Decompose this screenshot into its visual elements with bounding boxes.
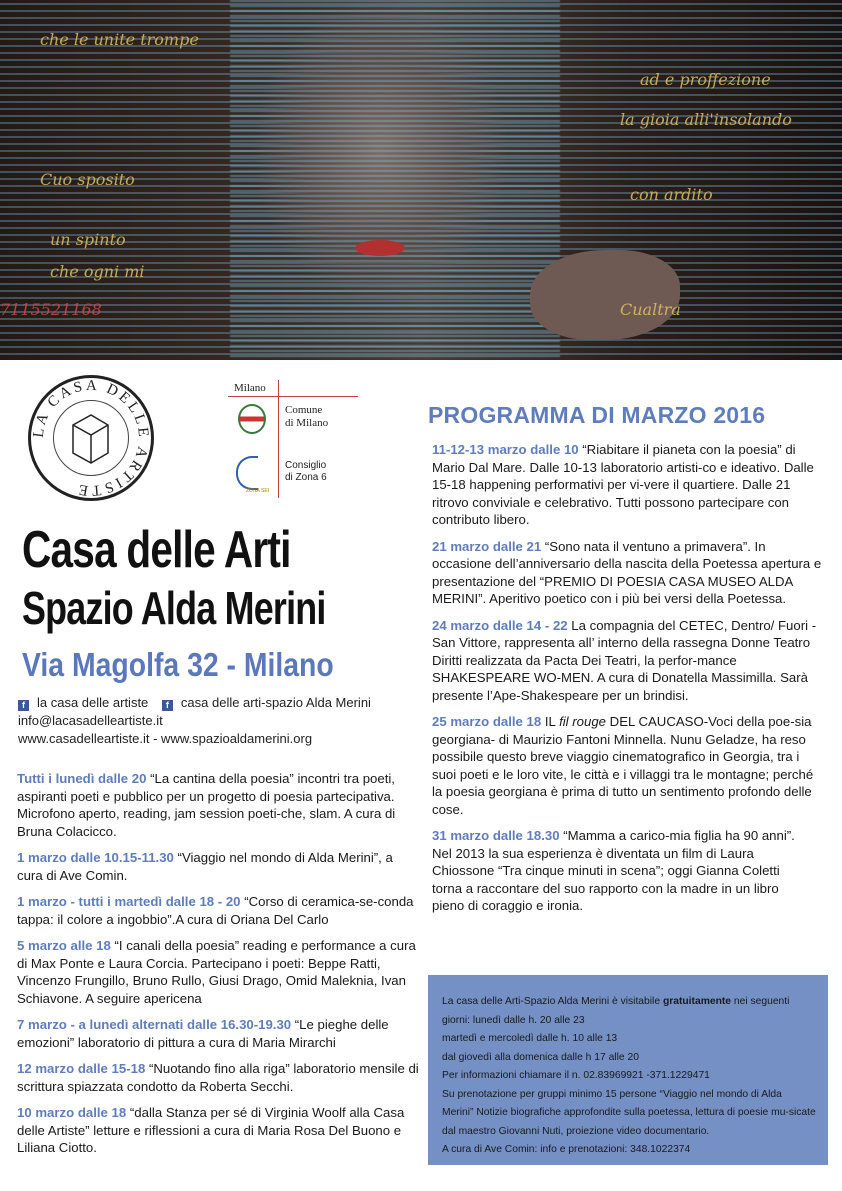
right-events-column [432,441,832,915]
facebook-link-1[interactable]: la casa delle artiste [37,695,149,710]
info-booking: A cura di Ave Comin: info e prenotazioni: 348.1022374 [442,1144,691,1155]
divider [278,380,279,498]
facebook-icon: f [162,700,173,711]
facebook-icon: f [18,700,29,711]
event-item: 25 marzo dalle 18 IL fil rouge DEL CAUCASO-Voci della poe-sia georgiana- di Maurizio Fantoni Minnella. Nunu Geladze, ha reso possibile questo breve viaggio cinematografico in Georgia, tra i suoi poeti e le loro vite, le città e i villaggi tra le montagne; perché la poesia georgiana è prima di tutto un sentimento profondo delle cose. [432,714,814,817]
info-line: giorni: lunedì dalle h. 20 alle 23 [442,1014,585,1026]
event-item: 24 marzo dalle 14 - 22 La compagnia del CETEC, Dentro/ Fuori - San Vittore, rappresenta all’ interno della rassegna Donne Teatro Diritti realizzata da Pacta Dei Teatri, la perfor-mance SHAKESPEARE WO-MEN. A cura di Donatella Massimilla. Sarà presente l’Ape-Shakespeare per un brindisi. [432,617,817,703]
photo-blue-streaks [230,0,560,360]
event-item: Tutti i lunedì dalle 20 “La cantina della poesia” incontri tra poeti, aspiranti poeti e pubblico per un progetto di poesia partecipativa. Microfono aperto, reading, jam session poeti-che, slam. A cura di Bruna Colacicco. [17,771,396,839]
website-links[interactable]: www.casadelleartiste.it - www.spazioaldamerini.org [18,731,313,746]
event-item: 11-12-13 marzo dalle 10 “Riabitare il pianeta con la poesia” di Mario Dal Mare. Dalle 10-13 laboratorio artisti-co e ideativo. Dalle 15-18 happening performativi per vi-vere il quartiere. Dalle 21 ritrovo conviviale e celebrativo. Tutti possono partecipare con contributo libero. [432,442,814,527]
left-events-column [17,770,422,1157]
svg-text:LA CASA DELLE ARTISTE: LA CASA DELLE ARTISTE [30,377,152,499]
title-casa-delle-arti: Casa delle Arti [22,521,291,579]
event-item: 1 marzo dalle 10.15-11.30 “Viaggio nel mondo di Alda Merini”, a cura di Ave Comin. [17,850,393,883]
casa-artiste-logo [28,375,154,501]
zona-mark: ZONA SEI [246,488,270,494]
event-item: 12 marzo dalle 15-18 “Nuotando fino alla riga” laboratorio mensile di scrittura spiazzata condotto da Roberta Secchi. [17,1061,419,1094]
event-item: 10 marzo dalle 18 “dalla Stanza per sé di Virginia Woolf alla Casa delle Artiste” letture e riflessioni a cura di Maria Rosa Del Buono e Liliana Ciotto. [17,1105,405,1155]
programma-title: PROGRAMMA DI MARZO 2016 [428,402,766,428]
event-item: 5 marzo alle 18 “I canali della poesia” reading e performance a cura di Max Ponte e Laura Corcia. Partecipano i poeti: Beppe Ratti, Vincenzo Frungillo, Bruno Rullo, Giusi Drago, Omid Maleknia, Ivan Schiavone. A seguire apericena [17,938,416,1006]
photo-script: ad e proffezione [640,70,771,89]
event-item: 31 marzo dalle 18.30 “Mamma a carico-mia figlia ha 90 anni”. Nel 2013 la sua esperienza è diventata un film di Laura Chiossone “Tra cinque minuti in scena”; oggi Gianna Coletti torna a raccontare del suo rapporto con la madre in un libro pieno di coraggio e ironia. [432,828,795,913]
photo-hand [530,250,680,340]
address: Via Magolfa 32 - Milano [22,646,334,683]
facebook-link-2[interactable]: casa delle arti-spazio Alda Merini [180,695,371,710]
photo-script: che le unite trompe [40,30,199,49]
milano-label: Milano [234,382,266,394]
facebook-links [18,695,371,711]
zona6-logo-icon [236,456,258,490]
photo-script: 7115521168 [0,300,102,319]
photo-script: che ogni mi [50,262,145,281]
info-phone: Per informazioni chiamare il n. 02.83969921 -371.1229471 [442,1070,710,1081]
photo-script: la gioia alli'insolando [620,110,792,129]
milano-crest-icon [238,404,266,434]
info-line: dal giovedì alla domenica dalle h 17 alle 20 [442,1051,639,1063]
info-line: martedì e mercoledì dalle h. 10 alle 13 [442,1033,618,1044]
info-line: La casa delle Arti-Spazio Alda Merini è visitabile gratuitamente nei seguenti [442,996,790,1007]
header-photo [0,0,842,360]
title-spazio-alda-merini: Spazio Alda Merini [22,582,326,634]
email-link[interactable]: info@lacasadelleartiste.it [18,713,163,728]
divider [228,396,358,397]
photo-script: Cuo sposito [40,170,135,189]
photo-script: con ardito [630,185,713,204]
consiglio-label: Consiglio di Zona 6 [285,460,327,483]
event-item: 7 marzo - a lunedì alternati dalle 16.30-19.30 “Le pieghe delle emozioni” laboratorio di pittura a cura di Maria Mirarchi [17,1017,389,1050]
logo-ring-text [28,375,154,501]
info-line: Su prenotazione per gruppi minimo 15 persone “Viaggio nel mondo di Alda Merini” Notizie biografiche approfondite sulla poetessa, lettura di poesie mu-sicate dal maestro Giovanni Nuti, proiezione video documentario. [442,1088,816,1137]
info-box [428,975,828,1165]
comune-label: Comune di Milano [285,404,329,429]
photo-lips [355,240,405,256]
photo-script: Cualtra [620,300,681,319]
photo-script: un spinto [50,230,126,249]
event-item: 21 marzo dalle 21 “Sono nata il ventuno a primavera”. In occasione dell’anniversario della nascita della Poetessa apertura e presentazione del “PREMIO DI POESIA CASA MUSEO ALDA MERINI”. Aperitivo poetico con i più bei versi della Poetessa. [432,538,822,606]
event-item: 1 marzo - tutti i martedì dalle 18 - 20 “Corso di ceramica-se-conda tappa: il colore a ingobbio”.A cura di Oriana Del Carlo [17,894,414,927]
milano-logo [228,380,358,500]
